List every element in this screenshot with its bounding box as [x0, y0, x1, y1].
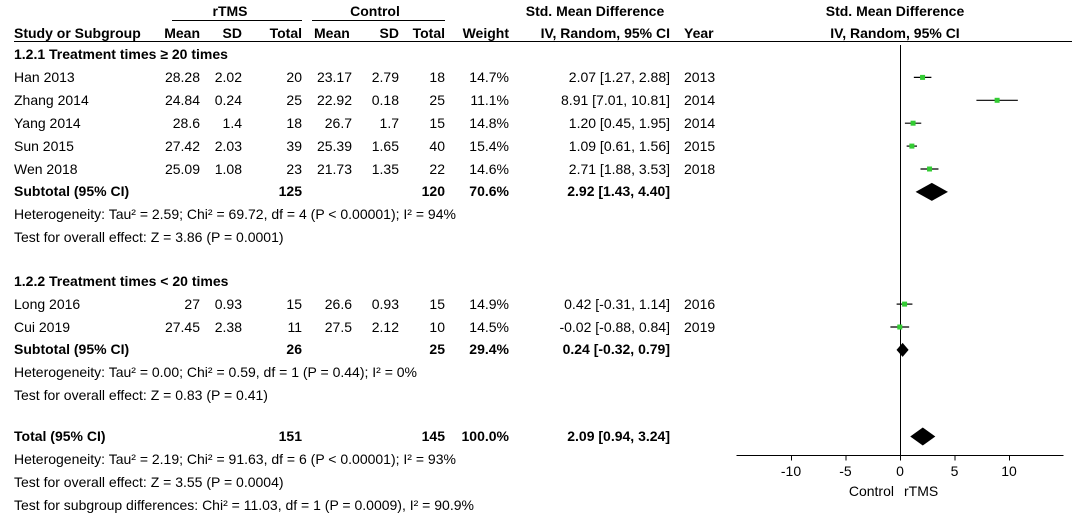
- study-smd-ci: 1.09 [0.61, 1.56]: [568, 137, 670, 154]
- study-total-rtms: 11: [287, 318, 302, 335]
- group-header-control: Control: [350, 3, 400, 19]
- study-total-control: 10: [429, 318, 445, 335]
- study-mean-control: 25.39: [316, 137, 352, 154]
- total-n-control: 145: [421, 428, 445, 444]
- study-name: Long 2016: [14, 295, 81, 312]
- study-year: 2016: [684, 295, 716, 312]
- study-mean-control: 27.5: [324, 318, 352, 335]
- subtotal-smd-ci: 2.92 [1.43, 4.40]: [567, 183, 670, 200]
- study-year: 2018: [684, 160, 716, 177]
- study-smd-ci: 1.20 [0.45, 1.95]: [568, 114, 670, 131]
- study-mean-rtms: 25.09: [164, 160, 200, 177]
- study-mean-control: 23.17: [316, 68, 352, 85]
- total-weight: 100.0%: [461, 428, 509, 444]
- subtotal-total-control: 25: [429, 341, 445, 358]
- column-header-sd: SD: [222, 25, 242, 41]
- study-smd-ci: 2.07 [1.27, 2.88]: [568, 68, 670, 85]
- column-header-smd-method: IV, Random, 95% CI: [540, 25, 670, 41]
- x-axis-tick-label: 10: [1001, 463, 1017, 479]
- study-total-rtms: 23: [286, 160, 302, 177]
- column-header-year: Year: [684, 25, 714, 41]
- x-axis-tick-label: -5: [839, 463, 852, 479]
- study-smd-ci: 8.91 [7.01, 10.81]: [561, 91, 670, 108]
- study-year: 2015: [684, 137, 716, 154]
- study-mean-control: 21.73: [316, 160, 352, 177]
- subtotal-total-rtms: 26: [286, 341, 302, 358]
- study-name: Wen 2018: [14, 160, 78, 177]
- study-sd-control: 2.79: [371, 68, 399, 85]
- favours-rtms-label: rTMS: [904, 483, 939, 499]
- plot-header-method: IV, Random, 95% CI: [830, 25, 960, 41]
- total-overall-effect-text: Test for overall effect: Z = 3.55 (P = 0.0004): [14, 474, 284, 490]
- column-header-study: Study or Subgroup: [14, 25, 141, 41]
- study-weight: 11.1%: [470, 91, 509, 108]
- study-mean-rtms: 27: [184, 295, 200, 312]
- study-total-control: 25: [429, 91, 445, 108]
- study-estimate-square: [897, 325, 902, 330]
- study-sd-control: 1.65: [371, 137, 399, 154]
- study-weight: 15.4%: [469, 137, 509, 154]
- study-year: 2019: [684, 318, 716, 335]
- study-total-control: 18: [429, 68, 445, 85]
- group-header-rtms: rTMS: [212, 3, 248, 19]
- study-mean-rtms: 28.6: [172, 114, 200, 131]
- x-axis-tick-label: 5: [950, 463, 959, 479]
- study-mean-control: 22.92: [316, 91, 352, 108]
- study-weight: 14.5%: [469, 318, 509, 335]
- study-mean-control: 26.7: [324, 114, 352, 131]
- subgroup-title: 1.2.2 Treatment times < 20 times: [14, 272, 229, 289]
- pooled-estimate-diamond: [916, 183, 948, 201]
- study-sd-control: 1.35: [371, 160, 399, 177]
- subtotal-weight: 29.4%: [469, 341, 509, 358]
- pooled-estimate-diamond: [897, 343, 909, 357]
- x-axis-tick-label: 0: [896, 463, 904, 479]
- heterogeneity-text: Heterogeneity: Tau² = 2.59; Chi² = 69.72, df = 4 (P < 0.00001); I² = 94%: [14, 206, 456, 223]
- study-estimate-square: [995, 98, 1000, 103]
- study-name: Zhang 2014: [14, 91, 89, 108]
- subtotal-total-rtms: 125: [278, 183, 302, 200]
- study-sd-control: 0.18: [371, 91, 399, 108]
- study-sd-rtms: 2.38: [214, 318, 242, 335]
- study-sd-rtms: 0.93: [214, 295, 242, 312]
- study-estimate-square: [920, 75, 925, 80]
- subtotal-total-control: 120: [421, 183, 445, 200]
- subtotal-label: Subtotal (95% CI): [14, 183, 130, 200]
- study-sd-control: 2.12: [371, 318, 399, 335]
- study-weight: 14.6%: [469, 160, 509, 177]
- study-total-control: 15: [429, 114, 445, 131]
- x-axis-tick-label: -10: [780, 463, 802, 479]
- column-header-mean: Mean: [164, 25, 200, 41]
- study-total-rtms: 39: [286, 137, 302, 154]
- study-smd-ci: 2.71 [1.88, 3.53]: [568, 160, 670, 177]
- subtotal-label: Subtotal (95% CI): [14, 341, 130, 358]
- study-estimate-square: [927, 167, 932, 172]
- study-total-rtms: 18: [286, 114, 302, 131]
- study-name: Yang 2014: [14, 114, 81, 131]
- study-sd-rtms: 1.08: [214, 160, 242, 177]
- total-label: Total (95% CI): [14, 428, 106, 444]
- study-total-rtms: 20: [286, 68, 302, 85]
- column-header-weight: Weight: [462, 25, 509, 41]
- study-smd-ci: -0.02 [-0.88, 0.84]: [559, 318, 670, 335]
- study-name: Cui 2019: [14, 318, 71, 335]
- study-year: 2013: [684, 68, 716, 85]
- column-header-total: Total: [269, 25, 302, 41]
- study-estimate-square: [909, 144, 914, 149]
- study-estimate-square: [902, 302, 907, 307]
- study-name: Sun 2015: [14, 137, 74, 154]
- pooled-estimate-diamond: [910, 428, 935, 446]
- study-sd-rtms: 1.4: [222, 114, 242, 131]
- study-sd-rtms: 2.03: [214, 137, 242, 154]
- column-header-sd: SD: [379, 25, 399, 41]
- subtotal-weight: 70.6%: [469, 183, 509, 200]
- column-header-total: Total: [412, 25, 445, 41]
- study-mean-rtms: 27.42: [164, 137, 200, 154]
- smd-header-title: Std. Mean Difference: [525, 3, 665, 19]
- heterogeneity-text: Heterogeneity: Tau² = 0.00; Chi² = 0.59, df = 1 (P = 0.44); I² = 0%: [14, 364, 417, 381]
- study-weight: 14.7%: [469, 68, 509, 85]
- study-mean-rtms: 28.28: [164, 68, 200, 85]
- study-smd-ci: 0.42 [-0.31, 1.14]: [564, 295, 670, 312]
- study-mean-rtms: 27.45: [164, 318, 200, 335]
- study-total-control: 22: [429, 160, 445, 177]
- study-sd-control: 1.7: [379, 114, 399, 131]
- subtotal-smd-ci: 0.24 [-0.32, 0.79]: [562, 341, 670, 358]
- subgroup-differences-text: Test for subgroup differences: Chi² = 11.03, df = 1 (P = 0.0009), I² = 90.9%: [14, 497, 474, 513]
- study-estimate-square: [911, 121, 916, 126]
- column-header-mean: Mean: [314, 25, 350, 41]
- total-n-rtms: 151: [278, 428, 302, 444]
- study-mean-control: 26.6: [324, 295, 352, 312]
- subgroup-title: 1.2.1 Treatment times ≥ 20 times: [14, 46, 228, 62]
- study-weight: 14.9%: [469, 295, 509, 312]
- favours-control-label: Control: [848, 483, 894, 499]
- study-sd-control: 0.93: [371, 295, 399, 312]
- study-name: Han 2013: [14, 68, 75, 85]
- study-sd-rtms: 2.02: [214, 68, 242, 85]
- total-heterogeneity-text: Heterogeneity: Tau² = 2.19; Chi² = 91.63, df = 6 (P < 0.00001); I² = 93%: [14, 451, 456, 467]
- total-smd-ci: 2.09 [0.94, 3.24]: [567, 428, 670, 444]
- study-sd-rtms: 0.24: [214, 91, 242, 108]
- overall-effect-text: Test for overall effect: Z = 3.86 (P = 0.0001): [14, 229, 284, 246]
- study-weight: 14.8%: [469, 114, 509, 131]
- study-total-rtms: 25: [286, 91, 302, 108]
- study-total-control: 15: [429, 295, 445, 312]
- study-year: 2014: [684, 91, 716, 108]
- plot-header-title: Std. Mean Difference: [825, 3, 965, 19]
- study-total-rtms: 15: [286, 295, 302, 312]
- study-mean-rtms: 24.84: [164, 91, 200, 108]
- study-total-control: 40: [429, 137, 445, 154]
- overall-effect-text: Test for overall effect: Z = 0.83 (P = 0.41): [14, 387, 268, 404]
- study-year: 2014: [684, 114, 716, 131]
